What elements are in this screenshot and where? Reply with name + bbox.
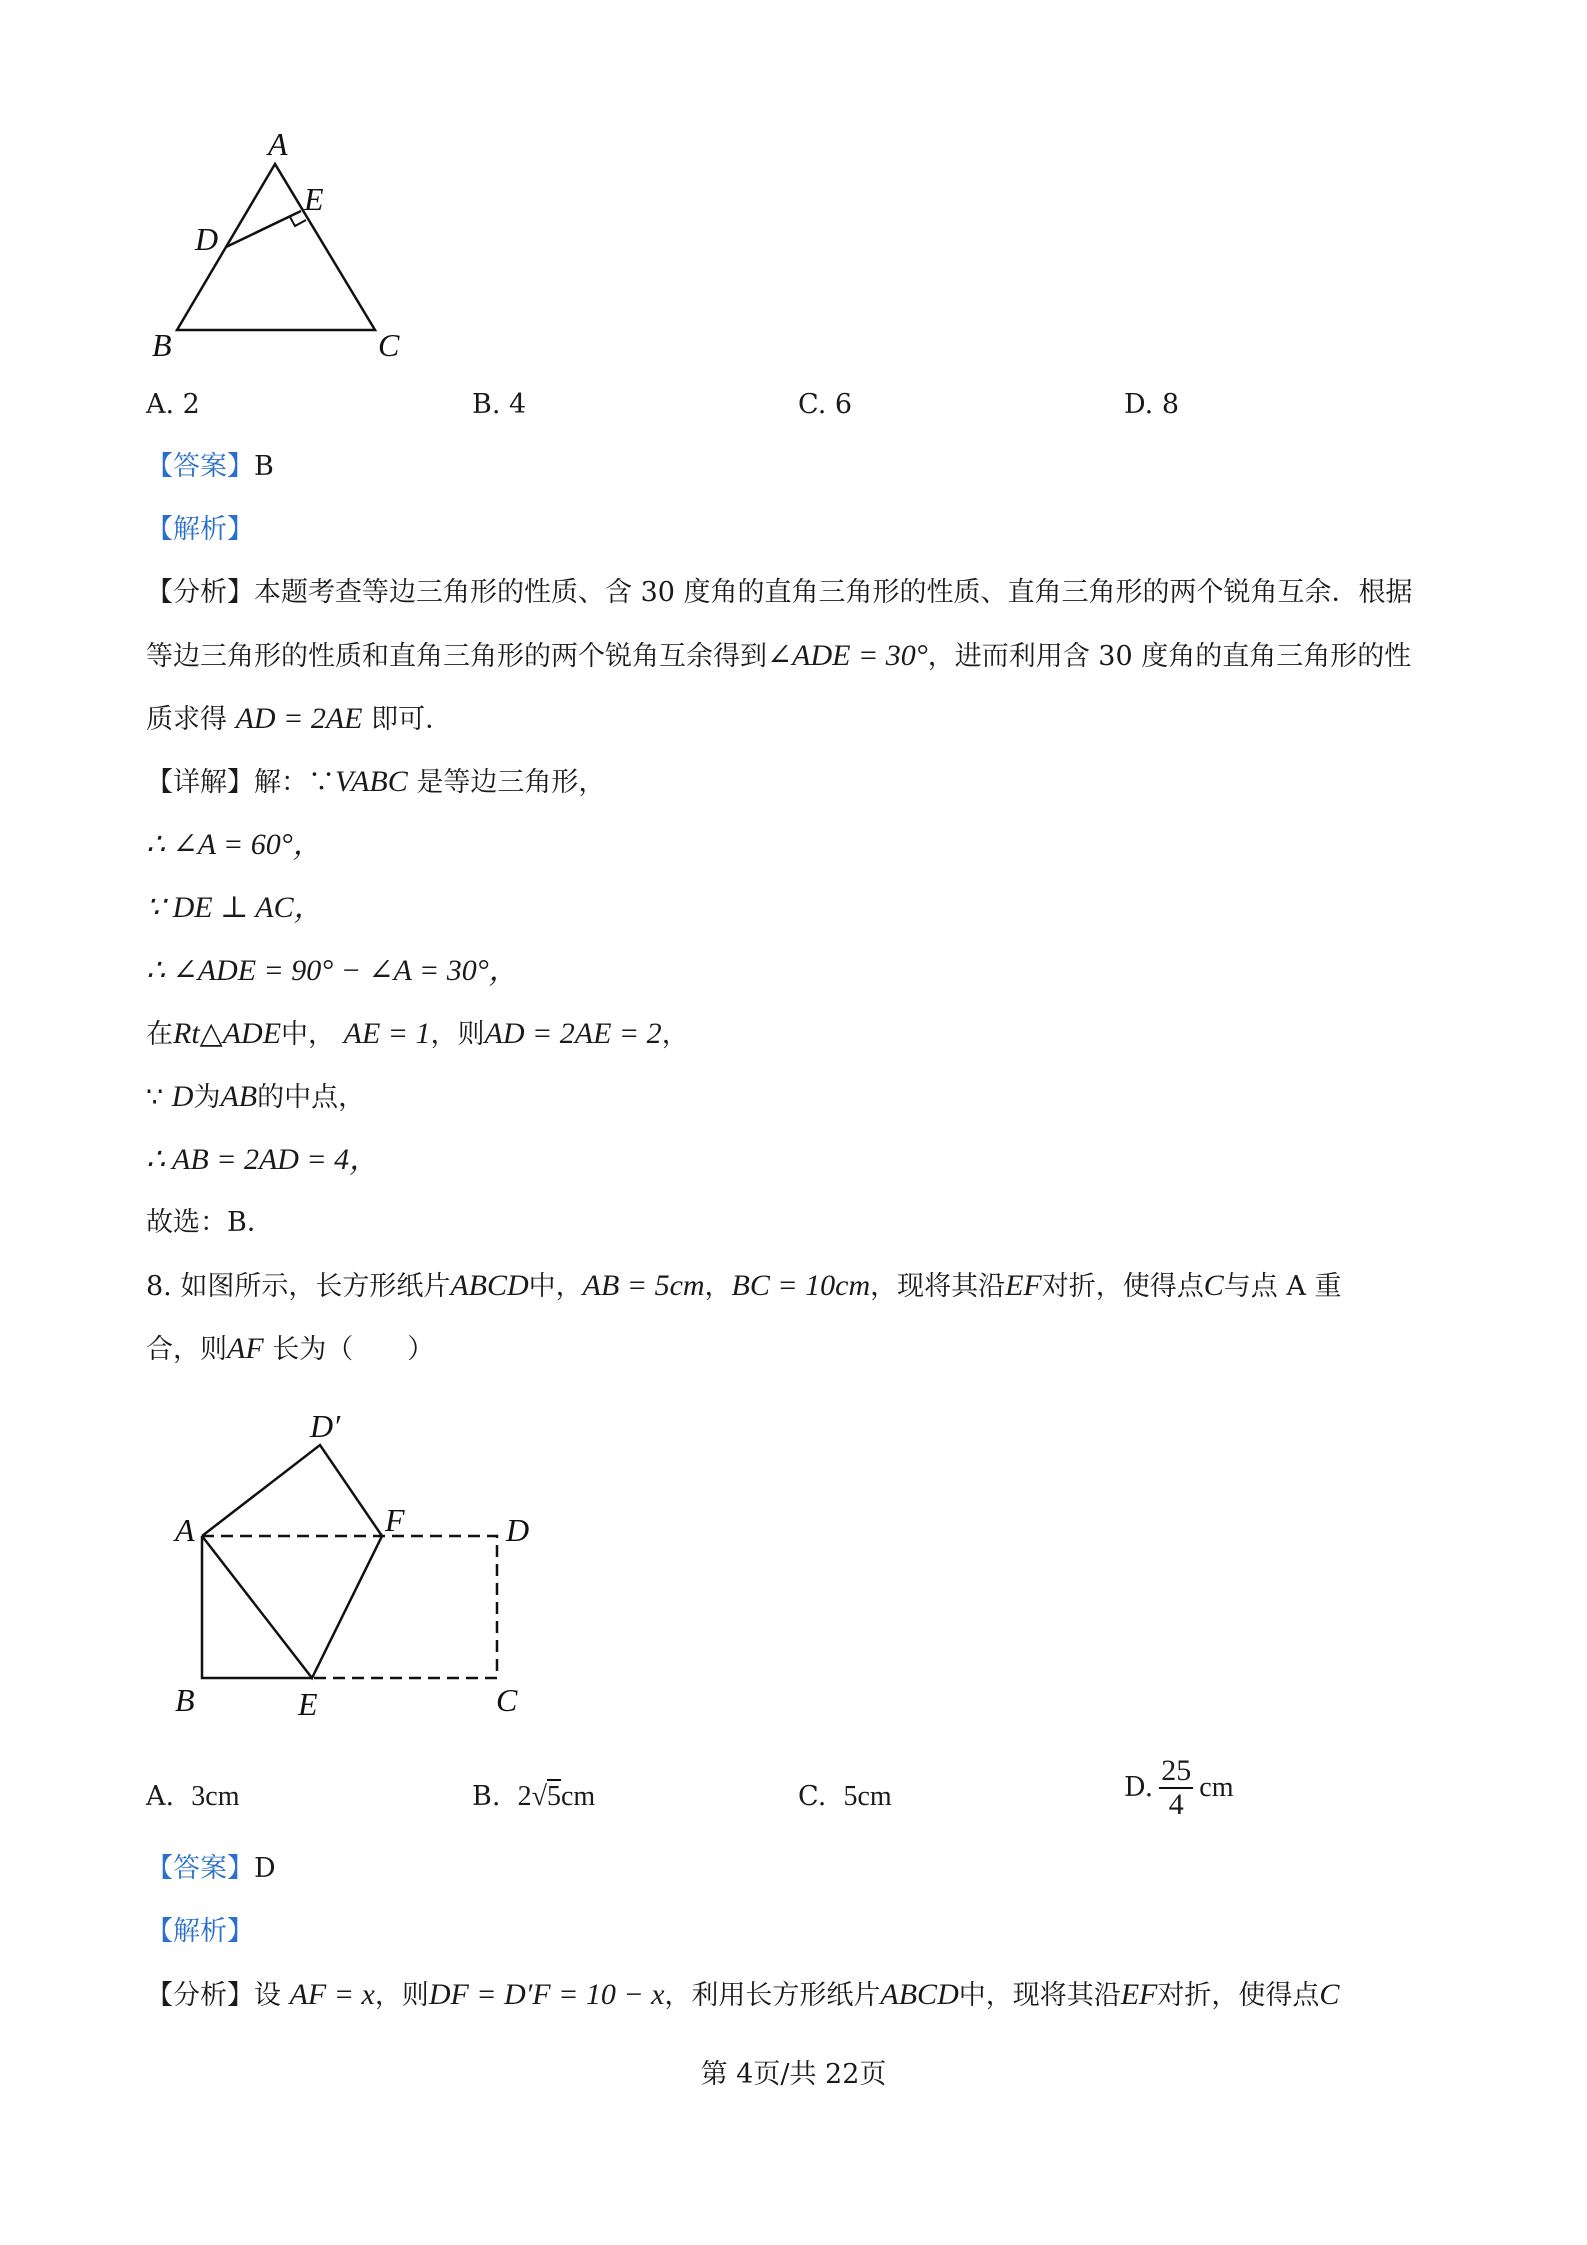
- fenxi-text: ，进而利用含 30 度角的直角三角形的性: [927, 641, 1412, 672]
- label-d-prime: D′: [310, 1408, 341, 1444]
- q7-fenxi-line-2: [146, 636, 1411, 677]
- question-text: ，现将其沿: [870, 1271, 1006, 1302]
- page-footer: 第 4页/共 22页: [700, 2059, 887, 2090]
- math: C: [1203, 1269, 1224, 1302]
- q8-option-c: [798, 1777, 892, 1817]
- folded-rectangle-figure: [160, 1405, 560, 1735]
- right-angle-mark: [290, 217, 306, 226]
- question-text: 中，: [528, 1271, 583, 1302]
- solution-text: 解：∵: [254, 767, 335, 798]
- q8-question-line-2: [146, 1329, 434, 1370]
- fenxi-text: 等边三角形的性质和直角三角形的两个锐角互余得到: [146, 641, 767, 672]
- label-d: D: [506, 1512, 530, 1548]
- fraction: [1159, 1755, 1193, 1821]
- q7-option-b: B. 4: [472, 389, 527, 420]
- fenxi-text: ，利用长方形纸片: [664, 1980, 881, 2011]
- q7-option-a: A. 2: [146, 389, 200, 420]
- q8-analysis-heading: [146, 1912, 254, 1952]
- question-text: 合，则: [146, 1334, 227, 1365]
- option-letter: C.: [798, 1781, 827, 1812]
- question-text: 8. 如图所示，长方形纸片: [146, 1271, 451, 1302]
- fenxi-text: ，则: [374, 1980, 429, 2011]
- solution-text: ，则: [430, 1019, 485, 1050]
- solution-text: 为: [193, 1082, 221, 1113]
- option-value: cm: [560, 1781, 596, 1812]
- math: D: [171, 1080, 194, 1113]
- math: AB: [220, 1080, 258, 1113]
- folded-part: [202, 1445, 382, 1678]
- math: ABCD: [880, 1978, 959, 2011]
- option-letter: B.: [472, 1781, 501, 1812]
- xiangjie-tag: 【详解】: [146, 767, 254, 798]
- analysis-tag: 【解析】: [146, 1916, 254, 1947]
- math: AD = 2AE = 2: [484, 1017, 662, 1050]
- q7-answer: [146, 447, 274, 487]
- question-text: ，: [704, 1271, 732, 1302]
- solution-text: ，: [661, 1019, 689, 1050]
- question-text: 对折，使得点: [1041, 1271, 1204, 1302]
- q8-fenxi-line-1: [146, 1975, 1339, 2016]
- math: C: [1319, 1978, 1340, 2011]
- math: AF = x: [289, 1978, 375, 2011]
- q8-answer: [146, 1849, 276, 1889]
- answer-tag: 【答案】: [146, 1853, 254, 1884]
- math: EF: [1120, 1978, 1158, 2011]
- fenxi-text: 本题考查等边三角形的性质、含 30 度角的直角三角形的性质、直角三角形的两个锐角互余．根据: [254, 577, 1413, 608]
- label-e: E: [298, 1686, 318, 1722]
- option-value: 3cm: [191, 1781, 240, 1812]
- option-unit: cm: [1199, 1772, 1234, 1803]
- option-value: 5cm: [843, 1781, 892, 1812]
- option-letter: D.: [1124, 1772, 1154, 1803]
- math: DF = D′F = 10 − x: [428, 1978, 665, 2011]
- q7-solution-line-6: [146, 1077, 365, 1118]
- q7-fenxi-line-1: [146, 573, 1413, 613]
- math: AE = 1: [343, 1017, 431, 1050]
- solution-text: 在: [146, 1019, 173, 1050]
- q7-solution-line-7: ∴ AB = 2AD = 4，: [146, 1143, 380, 1176]
- q7-solution-line-3: ∵ DE ⊥ AC，: [146, 891, 324, 924]
- fraction-denominator: 4: [1168, 1788, 1184, 1821]
- label-f: F: [385, 1502, 405, 1538]
- label-b: B: [152, 327, 172, 363]
- math: ABCD: [450, 1269, 529, 1302]
- question-text: 长为（ ）: [272, 1334, 435, 1365]
- math: VABC: [335, 765, 408, 798]
- q8-option-d: [1124, 1755, 1234, 1821]
- solution-text: ∵: [146, 1082, 172, 1113]
- q7-option-c: C. 6: [798, 389, 853, 420]
- label-c: C: [378, 327, 400, 363]
- label-d: D: [195, 221, 219, 257]
- math: AB = 5cm: [582, 1269, 705, 1302]
- label-a: A: [175, 1512, 195, 1548]
- fenxi-text: 设: [254, 1980, 281, 2011]
- q7-solution-line-1: [146, 762, 605, 803]
- option-value: 5: [546, 1781, 561, 1812]
- option-value: 2: [517, 1781, 532, 1812]
- sqrt-icon: √: [531, 1781, 547, 1812]
- fenxi-text: 质求得: [146, 704, 227, 735]
- fenxi-tag: 【分析】: [146, 577, 254, 608]
- triangle-figure: [140, 120, 440, 370]
- math: EF: [1005, 1269, 1042, 1302]
- label-a: A: [268, 126, 288, 162]
- q7-solution-line-8: 故选：B．: [146, 1207, 274, 1238]
- label-b: B: [175, 1682, 195, 1718]
- answer-tag: 【答案】: [146, 451, 254, 482]
- math: ∠ADE = 30°: [767, 639, 928, 672]
- q8-option-b: [472, 1777, 595, 1817]
- fenxi-text: 中，现将其沿: [958, 1980, 1121, 2011]
- math: AF: [227, 1332, 264, 1365]
- q7-solution-line-5: [146, 1014, 689, 1055]
- solution-text: 中，: [281, 1019, 336, 1050]
- q7-solution-line-4: ∴ ∠ADE = 90° − ∠A = 30°，: [146, 954, 519, 987]
- fenxi-tag: 【分析】: [146, 1980, 254, 2011]
- fenxi-text: 即可．: [371, 704, 453, 735]
- label-c: C: [496, 1682, 518, 1718]
- q8-option-a: [146, 1777, 239, 1817]
- rectangle-dashed: [202, 1536, 497, 1678]
- q7-solution-line-2: ∴ ∠A = 60°，: [146, 828, 323, 861]
- fenxi-text: 对折，使得点: [1157, 1980, 1320, 2011]
- question-text: 与点 A 重: [1223, 1271, 1342, 1302]
- math: Rt△ADE: [173, 1017, 282, 1050]
- analysis-tag: 【解析】: [146, 514, 254, 545]
- fraction-numerator: 25: [1161, 1754, 1192, 1787]
- option-letter: A.: [146, 1781, 175, 1812]
- label-e: E: [304, 181, 324, 217]
- solution-text: 的中点，: [257, 1082, 366, 1113]
- solution-text: 是等边三角形，: [416, 767, 606, 798]
- math: BC = 10cm: [731, 1269, 871, 1302]
- math: AD = 2AE: [235, 702, 363, 735]
- q8-question-line-1: [146, 1266, 1341, 1307]
- q7-option-d: D. 8: [1124, 389, 1180, 420]
- answer-value: B: [254, 451, 274, 482]
- q7-analysis-heading: [146, 510, 254, 550]
- q7-fenxi-line-3: [146, 699, 452, 740]
- answer-value: D: [254, 1853, 276, 1884]
